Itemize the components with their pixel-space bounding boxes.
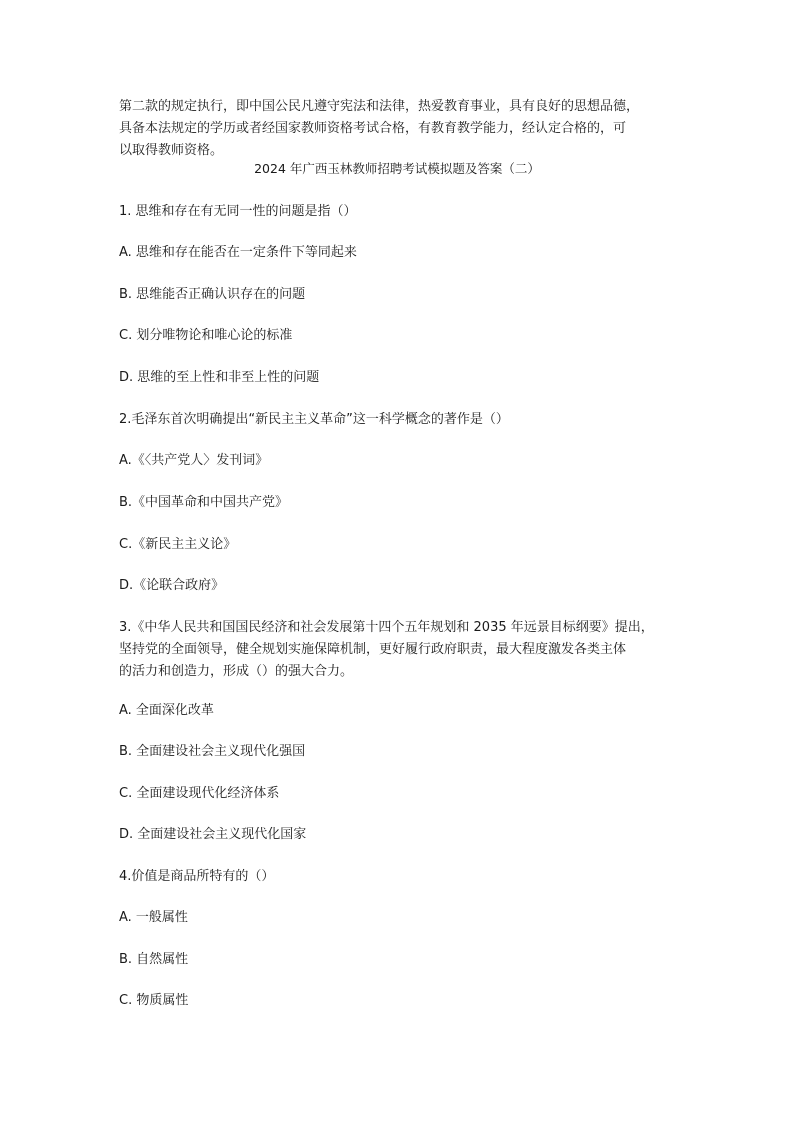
question-2-option-d: D.《论联合政府》: [119, 578, 225, 593]
question-3-option-a: A. 全面深化改革: [119, 703, 214, 718]
question-2-option-a: A.《〈共产党人〉发刊词》: [119, 453, 269, 468]
question-1-option-d: D. 思维的至上性和非至上性的问题: [119, 370, 320, 385]
question-3-stem: [119, 617, 689, 683]
question-1-option-a: A. 思维和存在能否在一定条件下等同起来: [119, 245, 357, 260]
question-3-stem-line: 的活力和创造力，形成（）的强大合力。: [119, 664, 354, 679]
question-2-option-c: C.《新民主主义论》: [119, 537, 237, 552]
question-3-stem-line: 3.《中华人民共和国国民经济和社会发展第十四个五年规划和 2035 年远景目标纲要》提出，: [119, 620, 654, 635]
section-title: 2024 年广西玉林教师招聘考试模拟题及答案（二）: [254, 161, 540, 176]
question-3-option-b: B. 全面建设社会主义现代化强国: [119, 744, 306, 759]
intro-line: 以取得教师资格。: [119, 143, 224, 158]
question-3-option-c: C. 全面建设现代化经济体系: [119, 786, 280, 801]
question-1-stem: 1. 思维和存在有无同一性的问题是指（）: [119, 204, 357, 219]
question-4-option-c: C. 物质属性: [119, 993, 189, 1008]
question-1-option-b: B. 思维能否正确认识存在的问题: [119, 287, 306, 302]
question-4-option-b: B. 自然属性: [119, 952, 189, 967]
question-3-option-d: D. 全面建设社会主义现代化国家: [119, 827, 307, 842]
question-1-option-c: C. 划分唯物论和唯心论的标准: [119, 328, 293, 343]
intro-paragraph: [119, 96, 679, 162]
question-3-stem-line: 坚持党的全面领导，健全规划实施保障机制，更好履行政府职责，最大程度激发各类主体: [119, 642, 627, 657]
question-4-stem: 4.价值是商品所特有的（）: [119, 869, 275, 884]
question-2-option-b: B.《中国革命和中国共产党》: [119, 495, 289, 510]
intro-line: 第二款的规定执行，即中国公民凡遵守宪法和法律，热爱教育事业，具有良好的思想品德，: [119, 99, 640, 114]
question-2-stem: 2.毛泽东首次明确提出“新民主主义革命”这一科学概念的著作是（）: [119, 412, 509, 427]
question-4-option-a: A. 一般属性: [119, 910, 188, 925]
intro-line: 具备本法规定的学历或者经国家教师资格考试合格，有教育教学能力，经认定合格的，可: [119, 121, 627, 136]
